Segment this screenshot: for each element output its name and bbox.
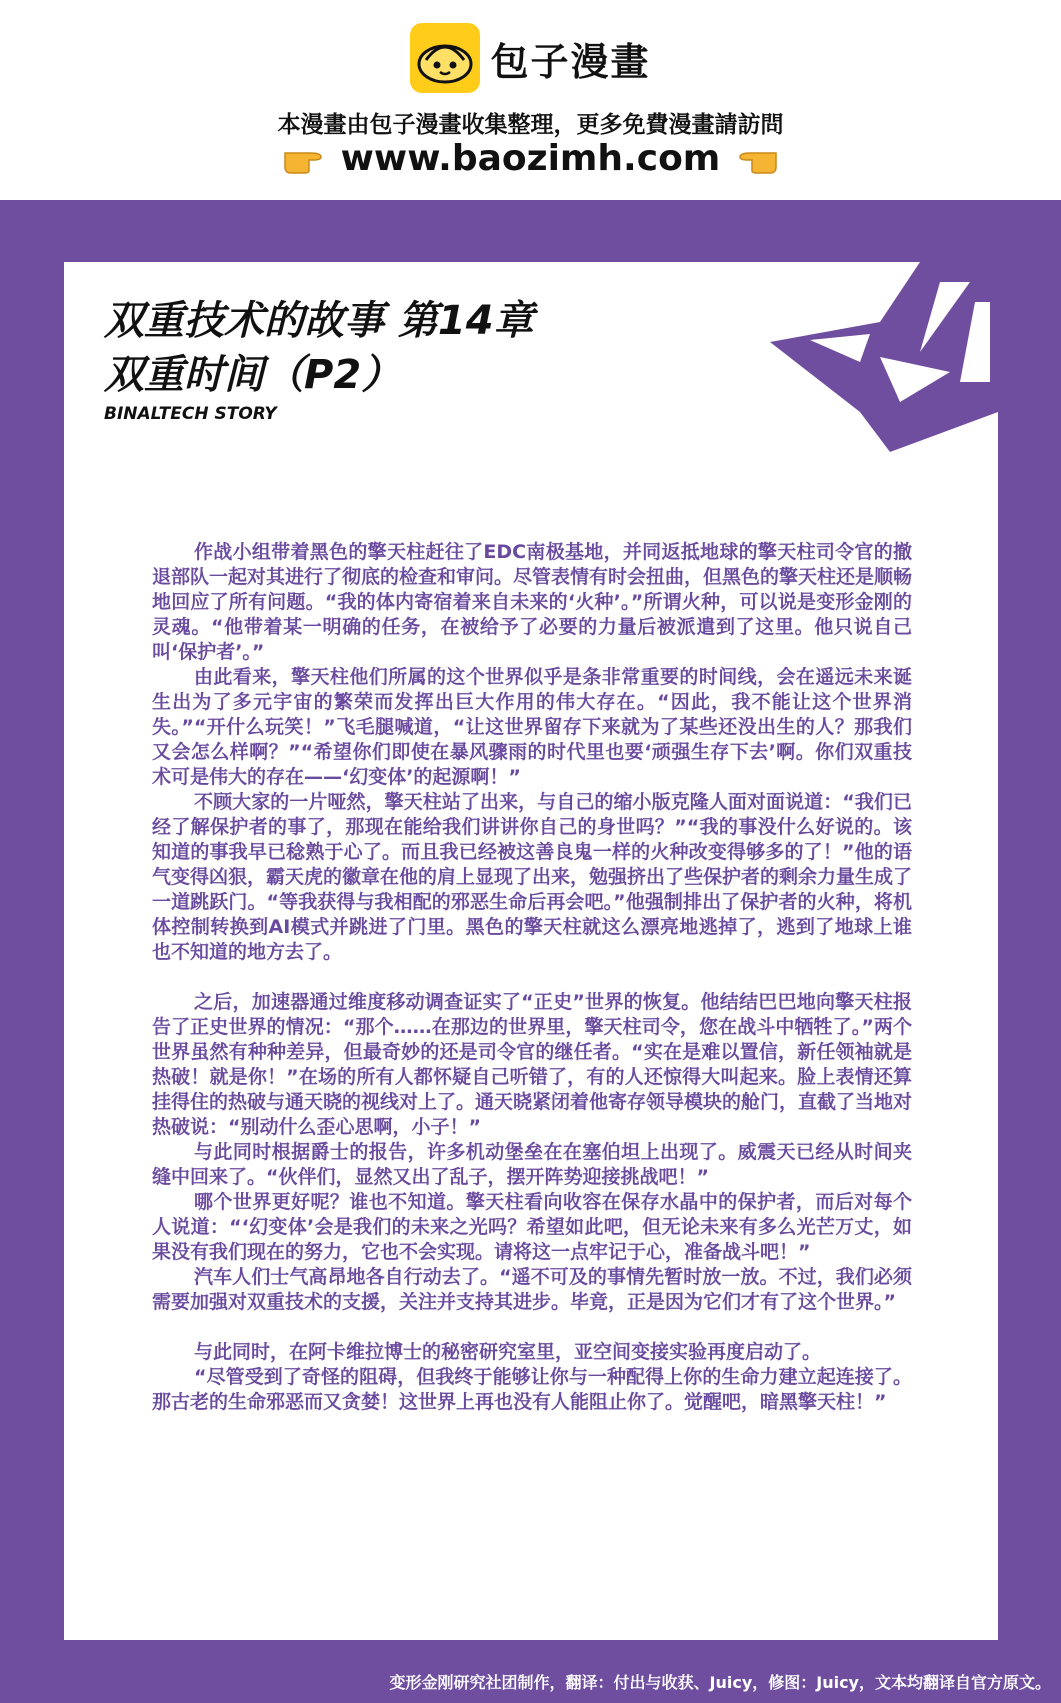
story-subtitle: BINALTECH STORY: [104, 404, 277, 424]
logo-row: [0, 22, 1061, 94]
story-body: [152, 540, 912, 1415]
paragraph-gap: [152, 965, 912, 990]
paragraph: 与此同时根据爵士的报告，许多机动堡垒在在塞伯坦上出现了。威震天已经从时间夹缝中回来了。“伙伴们，显然又出了乱子，摆开阵势迎接挑战吧！”: [152, 1141, 912, 1188]
decepticon-emblem-icon: [770, 262, 998, 452]
bun-face-icon: [410, 23, 480, 93]
pointing-right-hand-icon: [281, 141, 327, 175]
story-page: [64, 262, 998, 1640]
paragraph-gap: [152, 1315, 912, 1340]
banner-notice: 本漫畫由包子漫畫收集整理，更多免費漫畫請訪問: [277, 112, 784, 138]
logo-text: 包子漫畫: [490, 39, 651, 84]
site-url-link[interactable]: www.baozimh.com: [340, 137, 721, 179]
paragraph: 哪个世界更好呢？谁也不知道。擎天柱看向收容在保存水晶中的保护者，而后对每个人说道：“‘幻变体’会是我们的未来之光吗？希望如此吧，但无论未来有多么光芒万丈，如果没有我们现在的努力，它也不会实现。请将这一点牢记于心，准备战斗吧！”: [152, 1191, 912, 1263]
paragraph: 汽车人们士气高昂地各自行动去了。“遥不可及的事情先暂时放一放。不过，我们必须需要加强对双重技术的支援，关注并支持其进步。毕竟，正是因为它们才有了这个世界。”: [152, 1266, 912, 1313]
site-banner: [0, 0, 1061, 200]
banner-url-row: [0, 136, 1061, 180]
credits-footer: 变形金刚研究社团制作，翻译：付出与收获、Juicy，修图：Juicy，文本均翻译自官方原文。: [389, 1673, 1051, 1692]
story-title: [104, 294, 534, 402]
paragraph: “尽管受到了奇怪的阻碍，但我终于能够让你与一种配得上你的生命力建立起连接了。那古老的生命邪恶而又贪婪！这世界上再也没有人能阻止你了。觉醒吧，暗黑擎天柱！”: [152, 1366, 912, 1413]
paragraph: 由此看来，擎天柱他们所属的这个世界似乎是条非常重要的时间线，会在遥远未来诞生出为了多元宇宙的繁荣而发挥出巨大作用的伟大存在。“因此，我不能让这个世界消失。”“开什么玩笑！”飞毛腿喊道，“让这世界留存下来就为了某些还没出生的人？那我们又会怎么样啊？”“希望你们即使在暴风骤雨的时代里也要‘顽强生存下去’啊。你们双重技术可是伟大的存在——‘幻变体’的起源啊！”: [152, 666, 912, 788]
title-line-2: 双重时间（P2）: [104, 352, 402, 398]
title-line-1: 双重技术的故事 第14章: [104, 298, 534, 344]
pointing-left-hand-icon: [734, 141, 780, 175]
paragraph: 之后，加速器通过维度移动调查证实了“正史”世界的恢复。他结结巴巴地向擎天柱报告了正史世界的情况：“那个……在那边的世界里，擎天柱司令，您在战斗中牺牲了。”两个世界虽然有种种差异，但最奇妙的还是司令官的继任者。“实在是难以置信，新任领袖就是热破！就是你！”在场的所有人都怀疑自己听错了，有的人还惊得大叫起来。脸上表情还算挂得住的热破与通天晓的视线对上了。通天晓紧闭着他寄存领导模块的舱门，直截了当地对热破说：“别动什么歪心思啊，小子！”: [152, 991, 913, 1138]
paragraph: 不顾大家的一片哑然，擎天柱站了出来，与自己的缩小版克隆人面对面说道：“我们已经了解保护者的事了，那现在能给我们讲讲你自己的身世吗？”“我的事没什么好说的。该知道的事我早已稔熟于心了。而且我已经被这善良鬼一样的火种改变得够多的了！”他的语气变得凶狠，霸天虎的徽章在他的肩上显现了出来，勉强挤出了些保护者的剩余力量生成了一道跳跃门。“等我获得与我相配的邪恶生命后再会吧。”他强制排出了保护者的火种，将机体控制转换到AI模式并跳进了门里。黑色的擎天柱就这么漂亮地逃掉了，逃到了地球上谁也不知道的地方去了。: [152, 791, 913, 963]
paragraph: 作战小组带着黑色的擎天柱赶往了EDC南极基地，并同返抵地球的擎天柱司令官的撤退部队一起对其进行了彻底的检查和审问。尽管表情有时会扭曲，但黑色的擎天柱还是顺畅地回应了所有问题。“我的体内寄宿着来自未来的‘火种’。”所谓火种，可以说是变形金刚的灵魂。“他带着某一明确的任务，在被给予了必要的力量后被派遣到了这里。他只说自己叫‘保护者’。”: [152, 541, 913, 663]
paragraph: 与此同时，在阿卡维拉博士的秘密研究室里，亚空间变接实验再度启动了。: [194, 1341, 822, 1363]
